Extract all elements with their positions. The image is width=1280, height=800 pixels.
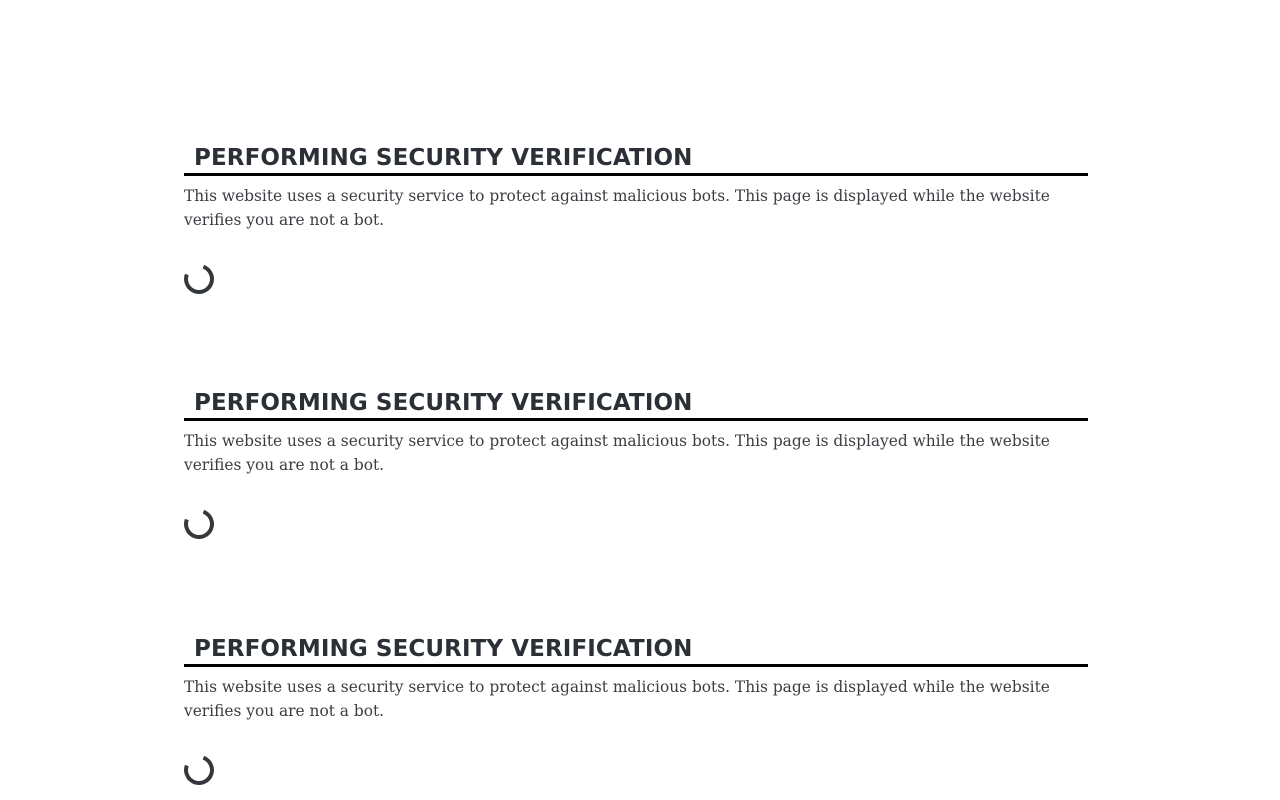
verification-section xyxy=(184,634,1088,785)
section-title: PERFORMING SECURITY VERIFICATION xyxy=(184,388,1088,421)
section-description: This website uses a security service to protect against malicious bots. This page is displayed while the website verifies you are not a bot. xyxy=(184,432,1050,474)
section-title: PERFORMING SECURITY VERIFICATION xyxy=(184,143,1088,176)
loading-spinner-icon xyxy=(179,504,219,544)
section-description: This website uses a security service to protect against malicious bots. This page is displayed while the website verifies you are not a bot. xyxy=(184,678,1050,720)
loading-spinner-icon xyxy=(179,259,219,299)
loading-spinner-icon xyxy=(179,750,219,790)
section-title: PERFORMING SECURITY VERIFICATION xyxy=(184,634,1088,667)
verification-section xyxy=(184,143,1088,294)
section-description: This website uses a security service to protect against malicious bots. This page is displayed while the website verifies you are not a bot. xyxy=(184,187,1050,229)
verification-section xyxy=(184,388,1088,539)
